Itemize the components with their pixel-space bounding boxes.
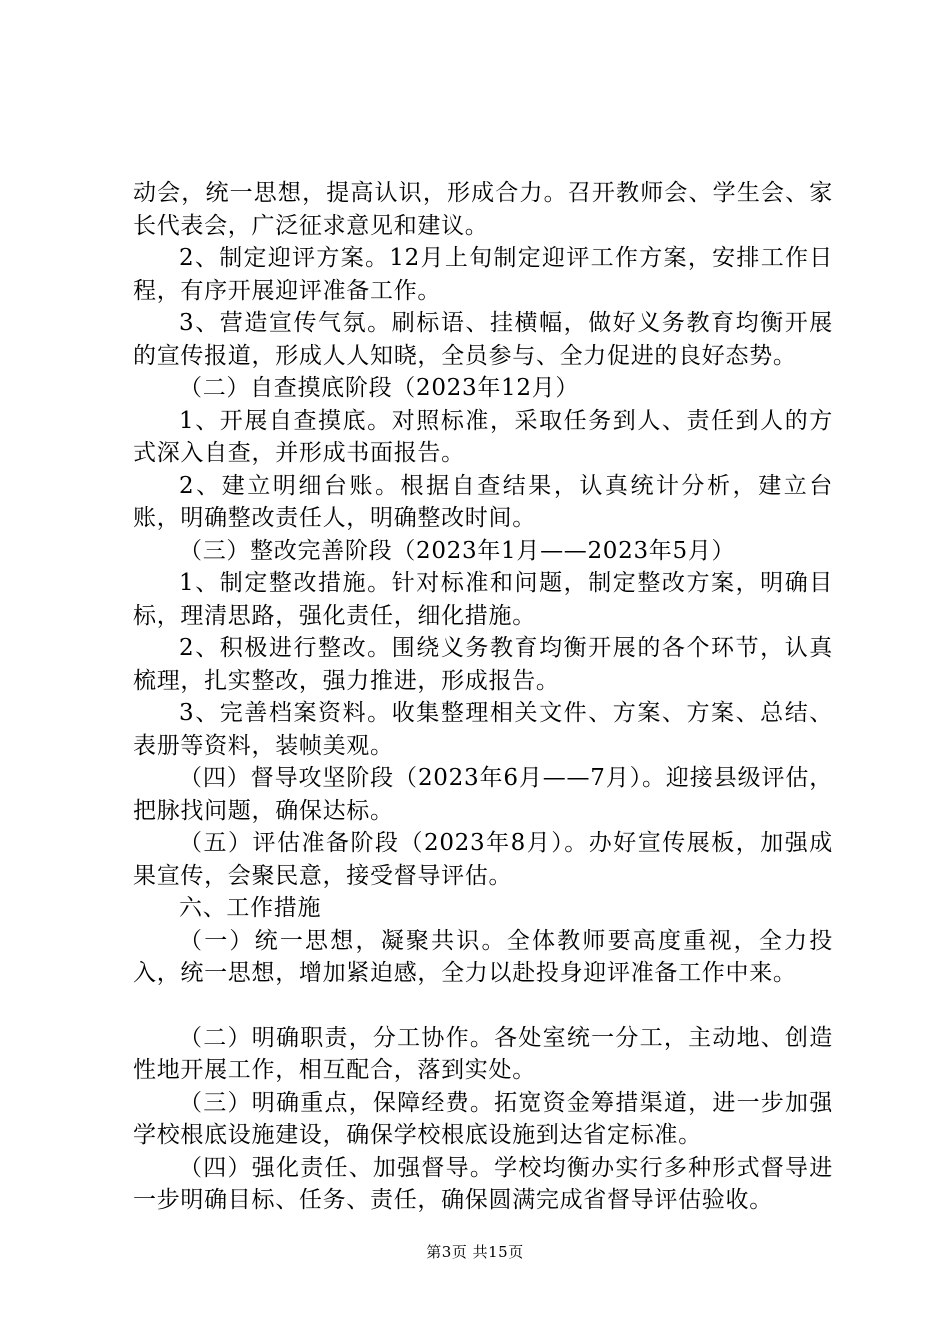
paragraph-2: 2、制定迎评方案。12月上旬制定迎评工作方案，安排工作日程，有序开展迎评准备工作。	[133, 245, 833, 304]
measure-3: （三）明确重点，保障经费。拓宽资金筹措渠道，进一步加强学校根底设施建设，确保学校根底设施到达省定标准。	[133, 1089, 833, 1148]
section-heading-5: （五）评估准备阶段（2023年8月）。办好宣传展板，加强成果宣传，会聚民意，接受督导评估。	[133, 830, 833, 889]
paragraph-1: 动会，统一思想，提高认识，形成合力。召开教师会、学生会、家长代表会，广泛征求意见和建议。	[133, 180, 833, 239]
paragraph-9: 2、积极进行整改。围绕义务教育均衡开展的各个环节，认真梳理，扎实整改，强力推进，形成报告。	[133, 635, 833, 694]
paragraph-3: 3、营造宣传气氛。刷标语、挂横幅，做好义务教育均衡开展的宣传报道，形成人人知晓，全员参与、全力促进的良好态势。	[133, 310, 833, 369]
page-footer	[0, 1241, 950, 1262]
measure-2: （二）明确职责，分工协作。各处室统一分工，主动地、创造性地开展工作，相互配合，落到实处。	[133, 1024, 833, 1083]
measure-4: （四）强化责任、加强督导。学校均衡办实行多种形式督导进一步明确目标、任务、责任，确保圆满完成省督导评估验收。	[133, 1154, 833, 1213]
section-heading-3: （三）整改完善阶段（2023年1月——2023年5月）	[179, 537, 736, 564]
paragraph-8: 1、制定整改措施。针对标准和问题，制定整改方案，明确目标，理清思路，强化责任，细化措施。	[133, 570, 833, 629]
paragraph-6: 2、建立明细台账。根据自查结果，认真统计分析，建立台账，明确整改责任人，明确整改时间。	[133, 472, 833, 531]
paragraph-5: 1、开展自查摸底。对照标准，采取任务到人、责任到人的方式深入自查，并形成书面报告。	[133, 407, 833, 466]
page-number-label: 第3页 共15页	[426, 1243, 524, 1261]
document-body	[133, 177, 833, 1217]
section-heading-6: 六、工作措施	[179, 895, 322, 921]
section-heading-2: （二）自查摸底阶段（2023年12月）	[179, 375, 580, 401]
section-heading-4: （四）督导攻坚阶段（2023年6月——7月）。迎接县级评估，把脉找问题，确保达标。	[133, 765, 833, 824]
paragraph-10: 3、完善档案资料。收集整理相关文件、方案、方案、总结、表册等资料，装帧美观。	[133, 700, 833, 759]
measure-1: （一）统一思想，凝聚共识。全体教师要高度重视，全力投入，统一思想，增加紧迫感，全力以赴投身迎评准备工作中来。	[133, 927, 833, 986]
